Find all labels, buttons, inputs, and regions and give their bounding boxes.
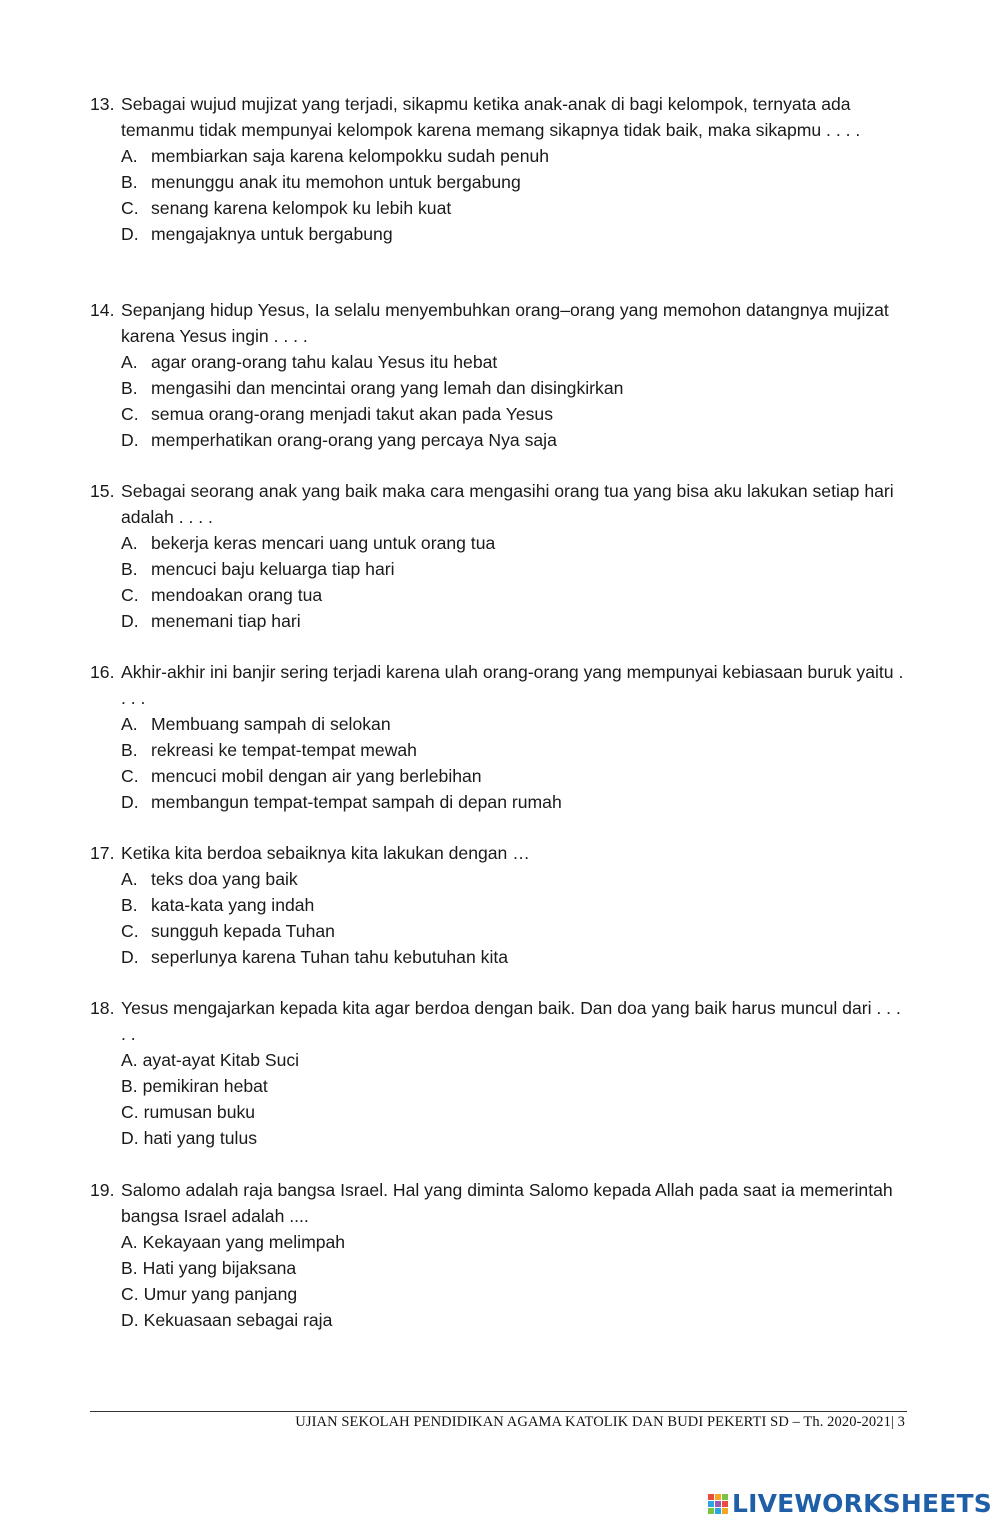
option-a: A. Membuang sampah di selokan — [121, 714, 391, 734]
answer-options — [90, 711, 910, 815]
option-c: C. mencuci mobil dengan air yang berlebihan — [121, 766, 482, 786]
question-15 — [90, 478, 910, 634]
option-b: B. mengasihi dan mencintai orang yang lemah dan disingkirkan — [121, 378, 624, 398]
question-16 — [90, 659, 910, 815]
option-d: D. seperlunya karena Tuhan tahu kebutuhan kita — [121, 947, 509, 967]
question-text: Sebagai wujud mujizat yang terjadi, sikapmu ketika anak-anak di bagi kelompok, ternyata ada temanmu tidak mempunyai kelompok karena memang sikapnya tidak baik, maka sikapmu . . . . — [121, 94, 861, 140]
option-c: C. rumusan buku — [121, 1102, 256, 1122]
option-b: B. menunggu anak itu memohon untuk bergabung — [121, 172, 521, 192]
option-d: D. Kekuasaan sebagai raja — [121, 1310, 333, 1330]
question-text: Akhir-akhir ini banjir sering terjadi karena ulah orang-orang yang mempunyai kebiasaan buruk yaitu . . . . — [121, 662, 904, 708]
question-number: 15. — [90, 481, 115, 501]
question-number: 13. — [90, 94, 115, 114]
option-b: B. kata-kata yang indah — [121, 895, 315, 915]
option-c: C. semua orang-orang menjadi takut akan pada Yesus — [121, 404, 554, 424]
question-number: 16. — [90, 662, 115, 682]
question-text: Ketika kita berdoa sebaiknya kita lakukan dengan … — [121, 843, 530, 863]
question-text: Salomo adalah raja bangsa Israel. Hal yang diminta Salomo kepada Allah pada saat ia memerintah bangsa Israel adalah .... — [121, 1180, 893, 1226]
footer-divider — [90, 1411, 907, 1412]
answer-options — [90, 530, 910, 634]
question-text: Sepanjang hidup Yesus, Ia selalu menyembuhkan orang–orang yang memohon datangnya mujizat karena Yesus ingin . . . . — [121, 300, 889, 346]
option-d: D. memperhatikan orang-orang yang percaya Nya saja — [121, 430, 557, 450]
question-text: Yesus mengajarkan kepada kita agar berdoa dengan baik. Dan doa yang baik harus muncul dari . . . . . — [121, 998, 901, 1044]
question-14 — [90, 297, 910, 453]
option-b: B. rekreasi ke tempat-tempat mewah — [121, 740, 417, 760]
option-a: A. agar orang-orang tahu kalau Yesus itu hebat — [121, 352, 498, 372]
answer-options — [90, 1229, 910, 1333]
option-d: D. menemani tiap hari — [121, 611, 301, 631]
option-d: D. hati yang tulus — [121, 1128, 258, 1148]
option-a: A. teks doa yang baik — [121, 869, 298, 889]
option-a: A. membiarkan saja karena kelompokku sudah penuh — [121, 146, 550, 166]
answer-options — [90, 866, 910, 970]
option-a: A. ayat-ayat Kitab Suci — [121, 1050, 300, 1070]
question-number: 19. — [90, 1180, 115, 1200]
option-c: C. senang karena kelompok ku lebih kuat — [121, 198, 452, 218]
answer-options — [90, 349, 910, 453]
option-a: A. Kekayaan yang melimpah — [121, 1232, 346, 1252]
option-c: C. mendoakan orang tua — [121, 585, 323, 605]
answer-options — [90, 1047, 910, 1151]
option-d: D. mengajaknya untuk bergabung — [121, 224, 393, 244]
question-number: 18. — [90, 998, 115, 1018]
question-13 — [90, 91, 910, 247]
question-number: 14. — [90, 300, 115, 320]
option-b: B. Hati yang bijaksana — [121, 1258, 297, 1278]
question-text: Sebagai seorang anak yang baik maka cara mengasihi orang tua yang bisa aku lakukan setiap hari adalah . . . . — [121, 481, 894, 527]
option-d: D. membangun tempat-tempat sampah di depan rumah — [121, 792, 562, 812]
brand-text: LIVEWORKSHEETS — [731, 1489, 992, 1518]
question-18 — [90, 995, 910, 1151]
option-b: B. mencuci baju keluarga tiap hari — [121, 559, 395, 579]
page-footer: UJIAN SEKOLAH PENDIDIKAN AGAMA KATOLIK DAN BUDI PEKERTI SD – Th. 2020-2021| 3 — [295, 1414, 905, 1430]
question-19 — [90, 1177, 910, 1333]
answer-options — [90, 143, 910, 247]
liveworksheets-brand[interactable] — [707, 1489, 992, 1518]
option-a: A. bekerja keras mencari uang untuk orang tua — [121, 533, 496, 553]
option-c: C. Umur yang panjang — [121, 1284, 298, 1304]
question-17 — [90, 840, 910, 970]
option-b: B. pemikiran hebat — [121, 1076, 268, 1096]
question-number: 17. — [90, 843, 115, 863]
option-c: C. sungguh kepada Tuhan — [121, 921, 335, 941]
liveworksheets-logo-icon — [707, 1493, 729, 1515]
